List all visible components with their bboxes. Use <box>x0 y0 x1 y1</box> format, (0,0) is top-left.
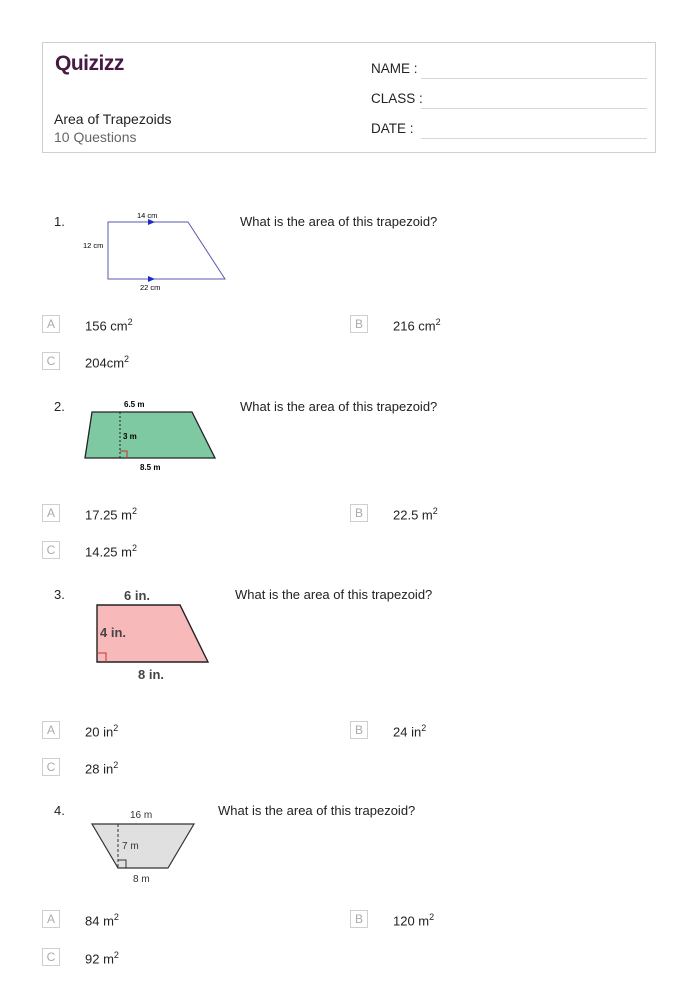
bottom-label: 8.5 m <box>140 463 161 472</box>
question-number: 4. <box>54 803 65 818</box>
quizizz-logo: Quizizz <box>55 52 124 75</box>
option-a-text[interactable]: 17.25 $m^2$ <box>85 506 137 523</box>
option-c-box[interactable]: C <box>42 758 60 776</box>
class-label: CLASS : <box>371 91 423 106</box>
worksheet-title: Area of Trapezoids <box>54 111 172 127</box>
height-label: 7 m <box>122 841 139 852</box>
trapezoid-figure-1 <box>80 208 230 296</box>
option-b-box[interactable]: B <box>350 315 368 333</box>
question-text: What is the area of this trapezoid? <box>240 399 438 414</box>
name-label: NAME : <box>371 61 418 76</box>
option-a-box[interactable]: A <box>42 315 60 333</box>
top-label: 16 m <box>130 810 153 821</box>
worksheet-header <box>42 42 656 153</box>
option-c-text[interactable]: 92 $m^2$ <box>85 950 119 967</box>
option-c-box[interactable]: C <box>42 948 60 966</box>
option-a-box[interactable]: A <box>42 910 60 928</box>
option-b-text[interactable]: 24 $in^2$ <box>393 723 427 740</box>
question-count: 10 Questions <box>54 129 137 145</box>
option-a-box[interactable]: A <box>42 504 60 522</box>
option-a-text[interactable]: 156 $cm^2$ <box>85 317 133 334</box>
option-a-box[interactable]: A <box>42 721 60 739</box>
trapezoid-shape <box>108 222 225 279</box>
option-b-box[interactable]: B <box>350 504 368 522</box>
height-label: 4 in. <box>100 625 127 640</box>
class-field[interactable] <box>421 108 647 109</box>
option-a-text[interactable]: 84 $m^2$ <box>85 912 119 929</box>
option-c-text[interactable]: 14.25 $m^2$ <box>85 543 137 560</box>
height-label: 3 m <box>123 432 137 441</box>
trapezoid-shape <box>85 412 215 458</box>
top-label: 6.5 m <box>124 400 145 409</box>
option-b-text[interactable]: 120 $m^2$ <box>393 912 435 929</box>
trapezoid-figure-3 <box>90 584 220 684</box>
trapezoid-figure-4 <box>88 804 203 888</box>
trapezoid-figure-2 <box>80 396 260 480</box>
question-text: What is the area of this trapezoid? <box>240 214 438 229</box>
bottom-label: 8 m <box>133 874 150 885</box>
question-text: What is the area of this trapezoid? <box>235 587 433 602</box>
option-c-box[interactable]: C <box>42 541 60 559</box>
date-field[interactable] <box>421 138 647 139</box>
question-number: 3. <box>54 587 65 602</box>
question-text: What is the area of this trapezoid? <box>218 803 416 818</box>
question-number: 1. <box>54 214 65 229</box>
side-label: 12 cm <box>83 241 104 250</box>
date-label: DATE : <box>371 121 414 136</box>
option-b-text[interactable]: 216 $cm^2$ <box>393 317 441 334</box>
bottom-label: 8 in. <box>138 667 165 682</box>
top-label: 14 cm <box>137 211 158 220</box>
option-c-text[interactable]: 28 $in^2$ <box>85 760 119 777</box>
trapezoid-shape <box>92 824 194 868</box>
option-b-text[interactable]: 22.5 $m^2$ <box>393 506 438 523</box>
option-c-box[interactable]: C <box>42 352 60 370</box>
name-field[interactable] <box>421 78 647 79</box>
question-number: 2. <box>54 399 65 414</box>
option-b-box[interactable]: B <box>350 910 368 928</box>
top-label: 6 in. <box>124 588 151 603</box>
option-a-text[interactable]: 20 $in^2$ <box>85 723 119 740</box>
bottom-label: 22 cm <box>140 283 161 292</box>
option-b-box[interactable]: B <box>350 721 368 739</box>
option-c-text[interactable]: $204cm^2$ <box>85 354 130 371</box>
